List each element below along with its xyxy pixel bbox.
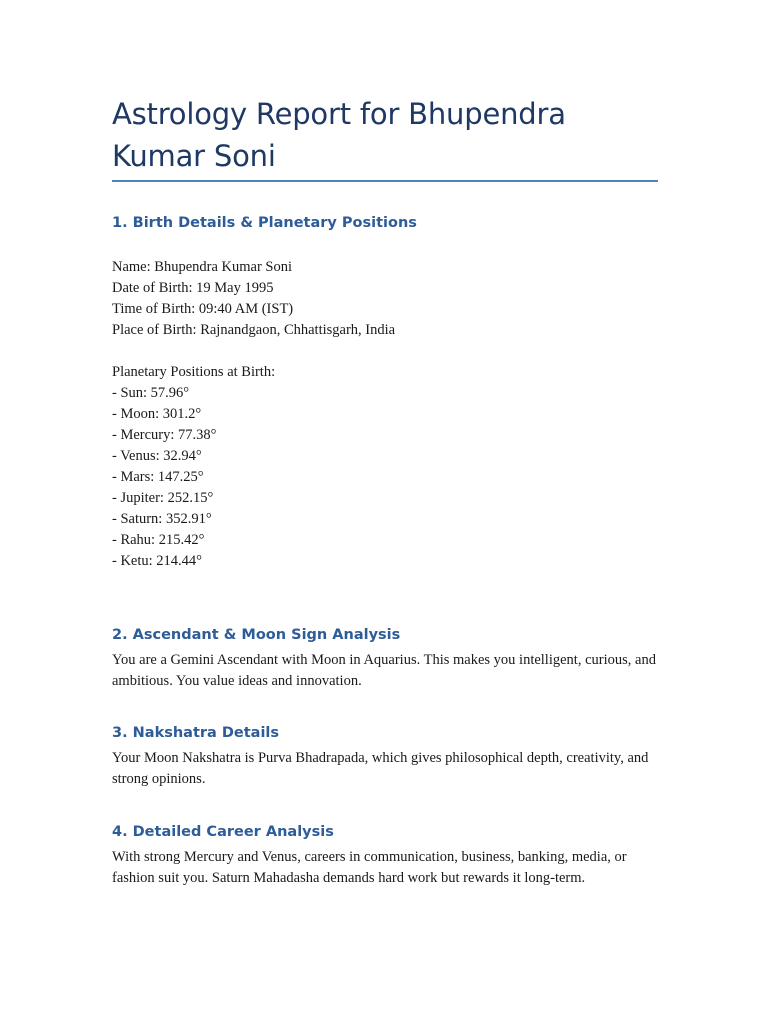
date-of-birth-line: Date of Birth: 19 May 1995 xyxy=(112,280,274,296)
planetary-positions-heading: Planetary Positions at Birth: xyxy=(112,364,276,380)
planet-line-saturn: - Saturn: 352.91° xyxy=(112,511,212,527)
section-heading-nakshatra: 3. Nakshatra Details xyxy=(112,725,280,741)
section-heading-career: 4. Detailed Career Analysis xyxy=(112,824,334,840)
planet-line-mercury: - Mercury: 77.38° xyxy=(112,427,217,443)
title-divider xyxy=(112,180,658,182)
page-title: Astrology Report for Bhupendra Kumar Soni xyxy=(112,97,566,173)
planet-line-ketu: - Ketu: 214.44° xyxy=(112,553,202,569)
career-paragraph: With strong Mercury and Venus, careers in communication, business, banking, media, or fashion suit you. Saturn Mahadasha demands hard work but rewards it long-term. xyxy=(112,849,627,886)
planet-line-sun: - Sun: 57.96° xyxy=(112,385,190,401)
planet-line-moon: - Moon: 301.2° xyxy=(112,406,202,422)
section-heading-ascendant: 2. Ascendant & Moon Sign Analysis xyxy=(112,627,401,643)
planet-line-venus: - Venus: 32.94° xyxy=(112,448,202,464)
ascendant-paragraph: You are a Gemini Ascendant with Moon in Aquarius. This makes you intelligent, curious, and ambitious. You value ideas and innovation. xyxy=(112,652,656,689)
planet-line-jupiter: - Jupiter: 252.15° xyxy=(112,490,214,506)
planet-line-mars: - Mars: 147.25° xyxy=(112,469,204,485)
place-of-birth-line: Place of Birth: Rajnandgaon, Chhattisgarh, India xyxy=(112,322,396,338)
time-of-birth-line: Time of Birth: 09:40 AM (IST) xyxy=(112,301,294,317)
planet-line-rahu: - Rahu: 215.42° xyxy=(112,532,205,548)
name-line: Name: Bhupendra Kumar Soni xyxy=(112,259,293,275)
section-heading-birth-details: 1. Birth Details & Planetary Positions xyxy=(112,215,417,231)
nakshatra-paragraph: Your Moon Nakshatra is Purva Bhadrapada, which gives philosophical depth, creativity, and strong opinions. xyxy=(112,750,649,787)
